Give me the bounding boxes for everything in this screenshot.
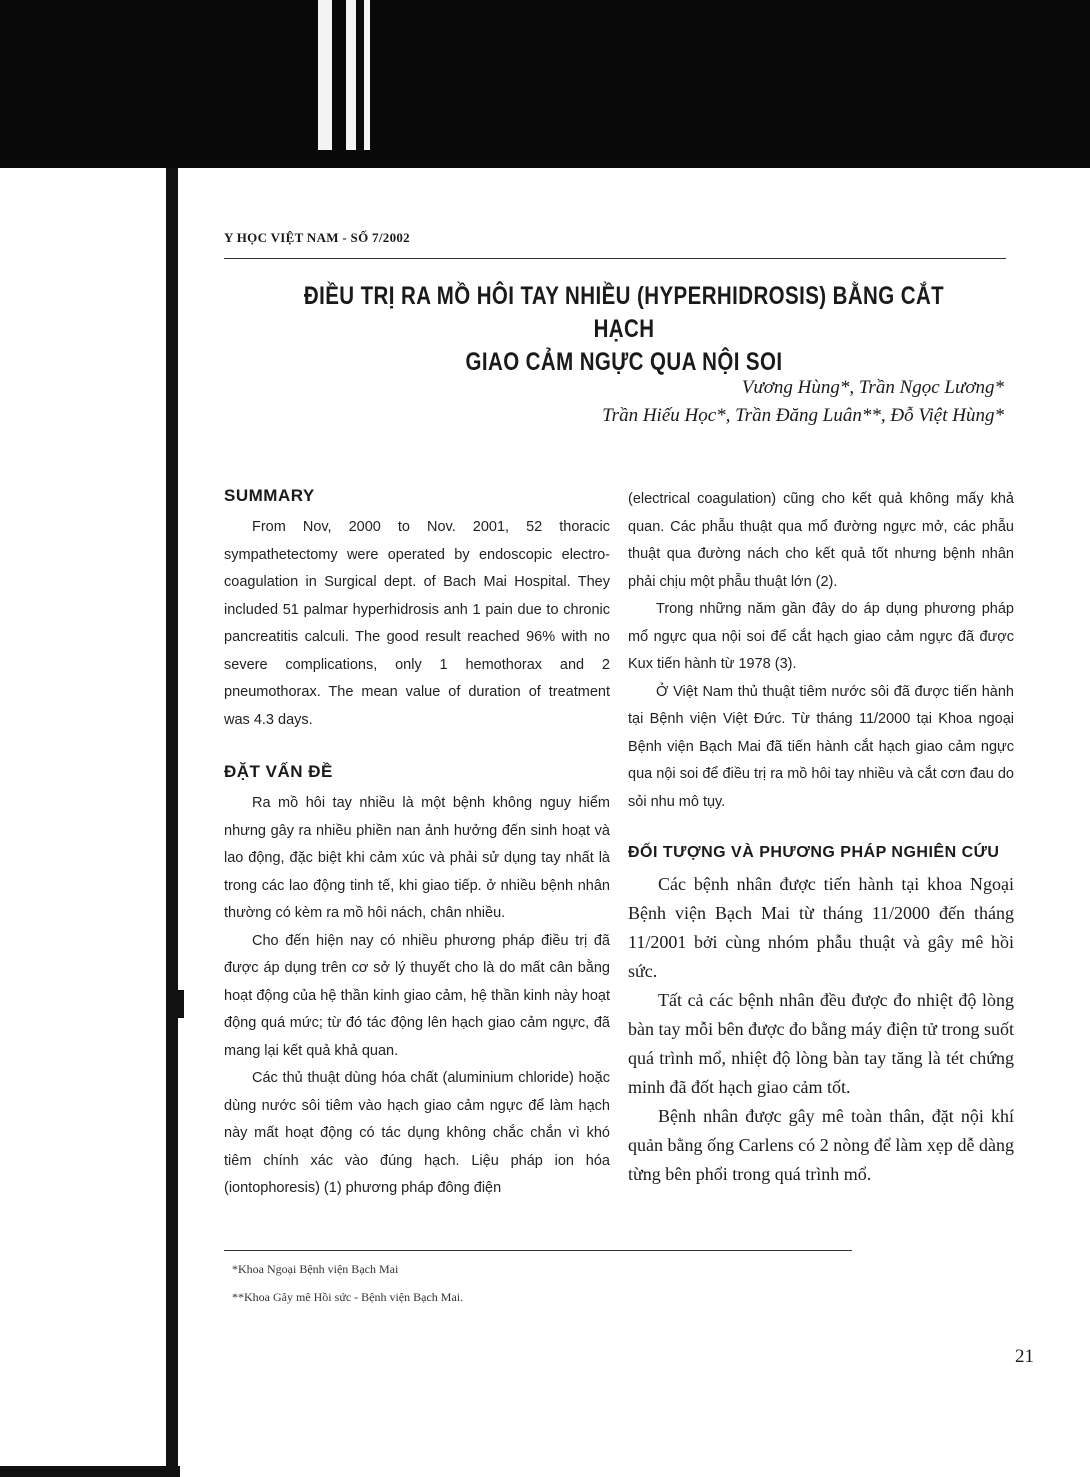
book-spine-notch [174,990,184,1018]
running-header: Y HỌC VIỆT NAM - SỐ 7/2002 [224,230,410,245]
title-line-1: ĐIỀU TRỊ RA MỒ HÔI TAY NHIỀU (HYPERHIDROSIS) BẰNG CẮT HẠCH [303,282,945,343]
right-column [628,486,1014,1189]
methods-paragraph: Tất cả các bệnh nhân đều được đo nhiệt độ lòng bàn tay mỗi bên được đo bằng máy điện tử trong suốt quá trình mổ, nhiệt độ lòng bàn tay tăng là tét chứng minh đã đốt hạch giao cảm tốt. [628,990,1014,1097]
scan-band-gap [318,0,332,150]
article-title [296,280,952,379]
intro-paragraph: Các thủ thuật dùng hóa chất (aluminium chloride) hoặc dùng nước sôi tiêm vào hạch giao cảm ngực để làm hạch này mất hoạt động có tác dụng không chắc chắn vì khó tiêm chính xác vào đúng hạch. Liệu pháp ion hóa (iontophoresis) (1) phương pháp đông điện [224,1070,610,1196]
summary-heading: SUMMARY [224,486,315,505]
author-line-2: Trần Hiếu Học*, Trần Đăng Luân**, Đỗ Việt Hùng* [602,405,1004,426]
footnote-rule [224,1250,852,1251]
scan-band-gap [346,0,356,150]
intro-paragraph: Trong những năm gần đây do áp dụng phương pháp mổ ngực qua nội soi để cắt hạch giao cảm ngực đã được Kux tiến hành từ 1978 (3). [628,601,1014,672]
left-column [224,486,610,1203]
methods-heading: ĐỐI TƯỢNG VÀ PHƯƠNG PHÁP NGHIÊN CỨU [628,844,1000,861]
intro-paragraph-continued: (electrical coagulation) cũng cho kết quả không mấy khả quan. Các phẫu thuật qua mổ đường ngực mở, các phẫu thuật qua đường nách cho kết quả tốt nhưng bệnh nhân phải chịu một phẫu thuật lớn (2). [628,491,1014,590]
author-list [602,374,1004,430]
scan-bottom-edge [0,1466,180,1477]
scan-band-gap [364,0,370,150]
header-rule [224,258,1006,259]
book-spine-shadow [166,168,178,1477]
page-number: 21 [1015,1346,1034,1367]
intro-heading: ĐẶT VẤN ĐỀ [224,762,333,781]
intro-paragraph: Ra mồ hôi tay nhiều là một bệnh không nguy hiểm nhưng gây ra nhiều phiền nan ảnh hưởng đến sinh hoạt và lao động, đặc biệt khi cảm xúc và phải sử dụng tay nhất là trong các lao động tinh tế, khi giao tiếp. ở nhiều bệnh nhân thường có kèm ra mồ hôi nách, chân nhiều. [224,795,610,921]
summary-text: From Nov, 2000 to Nov. 2001, 52 thoracic sympathetectomy were operated by endoscopic electro-coagulation in Surgical dept. of Bach Mai Hospital. They included 51 palmar hyperhidrosis anh 1 pain due to chronic pancreatitis calculi. The good result reached 96% with no severe complications, only 1 hemothorax and 2 pneumothorax. The mean value of duration of treatment was 4.3 days. [224,519,610,728]
scan-top-band [0,0,1090,168]
methods-paragraph: Bệnh nhân được gây mê toàn thân, đặt nội khí quản bằng ống Carlens có 2 nòng để làm xẹp dễ dàng từng bên phổi trong quá trình mổ. [628,1106,1014,1184]
intro-paragraph: Ở Việt Nam thủ thuật tiêm nước sôi đã được tiến hành tại Bệnh viện Việt Đức. Từ tháng 11/2000 tại Khoa ngoại Bệnh viện Bạch Mai đã tiến hành cắt hạch giao cảm ngực qua nội soi để điều trị ra mồ hôi tay nhiều và cắt cơn đau do sỏi nhu mô tụy. [628,683,1014,810]
methods-paragraph: Các bệnh nhân được tiến hành tại khoa Ngoại Bệnh viện Bạch Mai từ tháng 11/2000 đến tháng 11/2001 bởi cùng nhóm phẫu thuật và gây mê hồi sức. [628,874,1014,981]
footnote-affiliation-2: **Khoa Gây mê Hồi sức - Bệnh viện Bạch Mai. [232,1290,464,1304]
intro-paragraph: Cho đến hiện nay có nhiều phương pháp điều trị đã được áp dụng trên cơ sở lý thuyết cho là do mất cân bằng hoạt động của hệ thần kinh giao cảm, hệ thần kinh này hoạt động quá mức; từ đó tác động lên hạch giao cảm ngực, đã mang lại kết quả khả quan. [224,932,610,1059]
title-line-2: GIAO CẢM NGỰC QUA NỘI SOI [465,348,783,376]
author-line-1: Vương Hùng*, Trần Ngọc Lương* [741,377,1004,398]
footnote-affiliation-1: *Khoa Ngoại Bệnh viện Bạch Mai [232,1262,399,1276]
